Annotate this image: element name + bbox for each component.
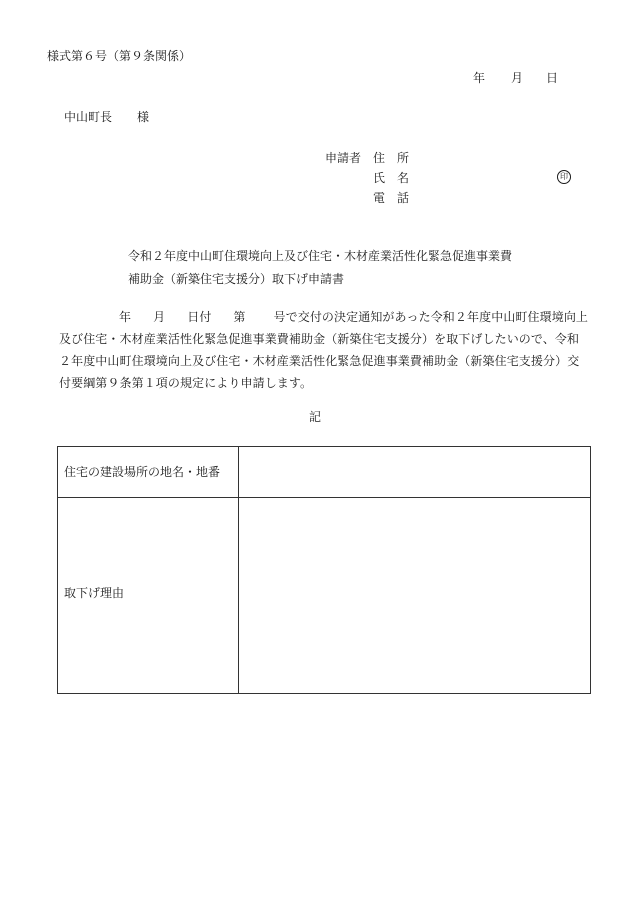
body-day-issued: 日付: [187, 310, 212, 324]
applicant-name-label: 氏 名: [373, 171, 410, 185]
withdrawal-reason-label: 取下げ理由: [64, 586, 125, 600]
body-no-prefix: 第: [233, 310, 246, 324]
date-year-label: 年: [473, 71, 486, 85]
seal-mark: 印: [557, 170, 571, 184]
addressee-honorific: 様: [137, 110, 150, 124]
applicant-phone-label: 電 話: [373, 191, 410, 205]
document-title-line2: 補助金（新築住宅支援分）取下げ申請書: [128, 272, 345, 286]
construction-location-label: 住宅の建設場所の地名・地番: [64, 465, 221, 479]
table-row: [58, 497, 590, 693]
applicant-address-label: 住 所: [373, 151, 410, 165]
application-table: [57, 446, 591, 694]
body-year: 年: [119, 310, 132, 324]
withdrawal-reason-field[interactable]: [239, 497, 590, 693]
applicant-label: 申請者: [325, 151, 362, 165]
note-heading: 記: [309, 410, 322, 424]
date-month-label: 月: [511, 71, 524, 85]
document-title-line1: 令和２年度中山町住環境向上及び住宅・木材産業活性化緊急促進事業費: [128, 249, 513, 263]
form-number: 様式第６号（第９条関係）: [47, 49, 192, 63]
date-day-label: 日: [546, 71, 559, 85]
body-text: 号で交付の決定通知があった令和２年度中山町住環境向上及び住宅・木材産業活性化緊急促進事業費補助金（新築住宅支援分）を取下げしたいので、令和２年度中山町住環境向上及び住宅・木材産業活性化緊急促進事業費補助金（新築住宅支援分）交付要綱第９条第１項の規定により申請します。: [59, 310, 589, 390]
construction-location-field[interactable]: [239, 447, 590, 497]
body-paragraph: [59, 306, 589, 394]
table-row: [58, 447, 590, 498]
addressee-name: 中山町長: [64, 110, 113, 124]
body-month: 月: [153, 310, 166, 324]
